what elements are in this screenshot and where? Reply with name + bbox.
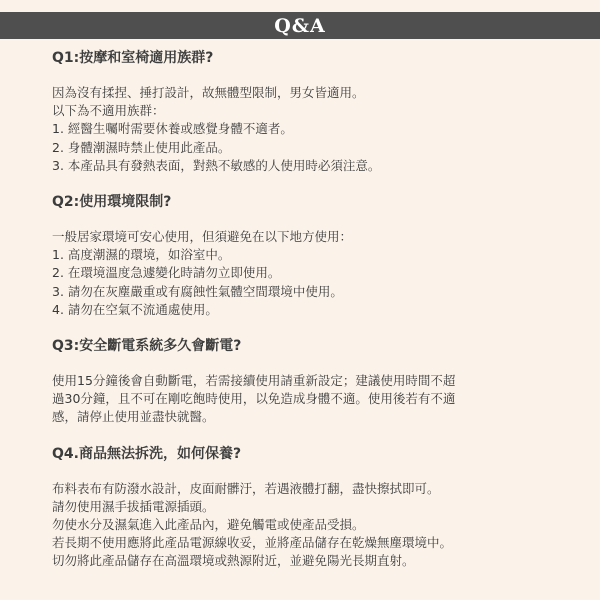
qa-header-title: Q&A — [274, 14, 326, 37]
question-1: Q1:按摩和室椅適用族群? — [52, 50, 214, 66]
answer-2 — [52, 228, 562, 319]
answer-3 — [52, 372, 562, 427]
answer-line: 2. 身體潮濕時禁止使用此產品。 — [52, 139, 231, 155]
question-2: Q2:使用環境限制? — [52, 194, 172, 211]
question-3: Q3:安全斷電系統多久會斷電? — [52, 338, 242, 355]
qa-item-3 — [52, 336, 562, 427]
qa-item-1 — [52, 48, 562, 175]
answer-line: 一般居家環境可安心使用，但須避免在以下地方使用： — [52, 229, 353, 245]
answer-line: 使用15分鐘後會自動斷電，若需接續使用請重新設定；建議使用時間不超 — [52, 373, 456, 389]
answer-1 — [52, 84, 562, 175]
qa-item-2 — [52, 192, 562, 319]
answer-line: 若長期不使用應將此產品電源線收妥，並將產品儲存在乾燥無塵環境中。 — [52, 535, 453, 551]
qa-header-bar — [0, 12, 600, 39]
answer-line: 切勿將此產品儲存在高溫環境或熱源附近，並避免陽光長期直射。 — [52, 553, 415, 569]
answer-line: 1. 高度潮濕的環境，如浴室中。 — [52, 247, 231, 263]
answer-4 — [52, 480, 562, 571]
answer-line: 3. 請勿在灰塵嚴重或有腐蝕性氣體空間環境中使用。 — [52, 283, 343, 299]
answer-line: 以下為不適用族群： — [52, 103, 165, 119]
qa-content — [52, 48, 562, 588]
answer-line: 請勿使用濕手拔插電源插頭。 — [52, 498, 215, 514]
answer-line: 2. 在環境溫度急遽變化時請勿立即使用。 — [52, 265, 281, 281]
question-4: Q4.商品無法拆洗，如何保養? — [52, 445, 242, 462]
answer-line: 4. 請勿在空氣不流通處使用。 — [52, 301, 218, 317]
answer-line: 過30分鐘，且不可在剛吃飽時使用，以免造成身體不適。使用後若有不適 — [52, 391, 456, 407]
qa-item-4 — [52, 444, 562, 571]
answer-line: 1. 經醫生囑咐需要休養或感覺身體不適者。 — [52, 121, 293, 137]
answer-line: 勿使水分及濕氣進入此產品內，避免觸電或使產品受損。 — [52, 517, 365, 533]
answer-line: 因為沒有揉捏、捶打設計，故無體型限制，男女皆適用。 — [52, 85, 365, 100]
answer-line: 感，請停止使用並盡快就醫。 — [52, 409, 215, 425]
answer-line: 布料表布有防潑水設計，皮面耐髒汙，若遇液體打翻，盡快擦拭即可。 — [52, 480, 440, 496]
answer-line: 3. 本產品具有發熱表面，對熱不敏感的人使用時必須注意。 — [52, 157, 381, 173]
